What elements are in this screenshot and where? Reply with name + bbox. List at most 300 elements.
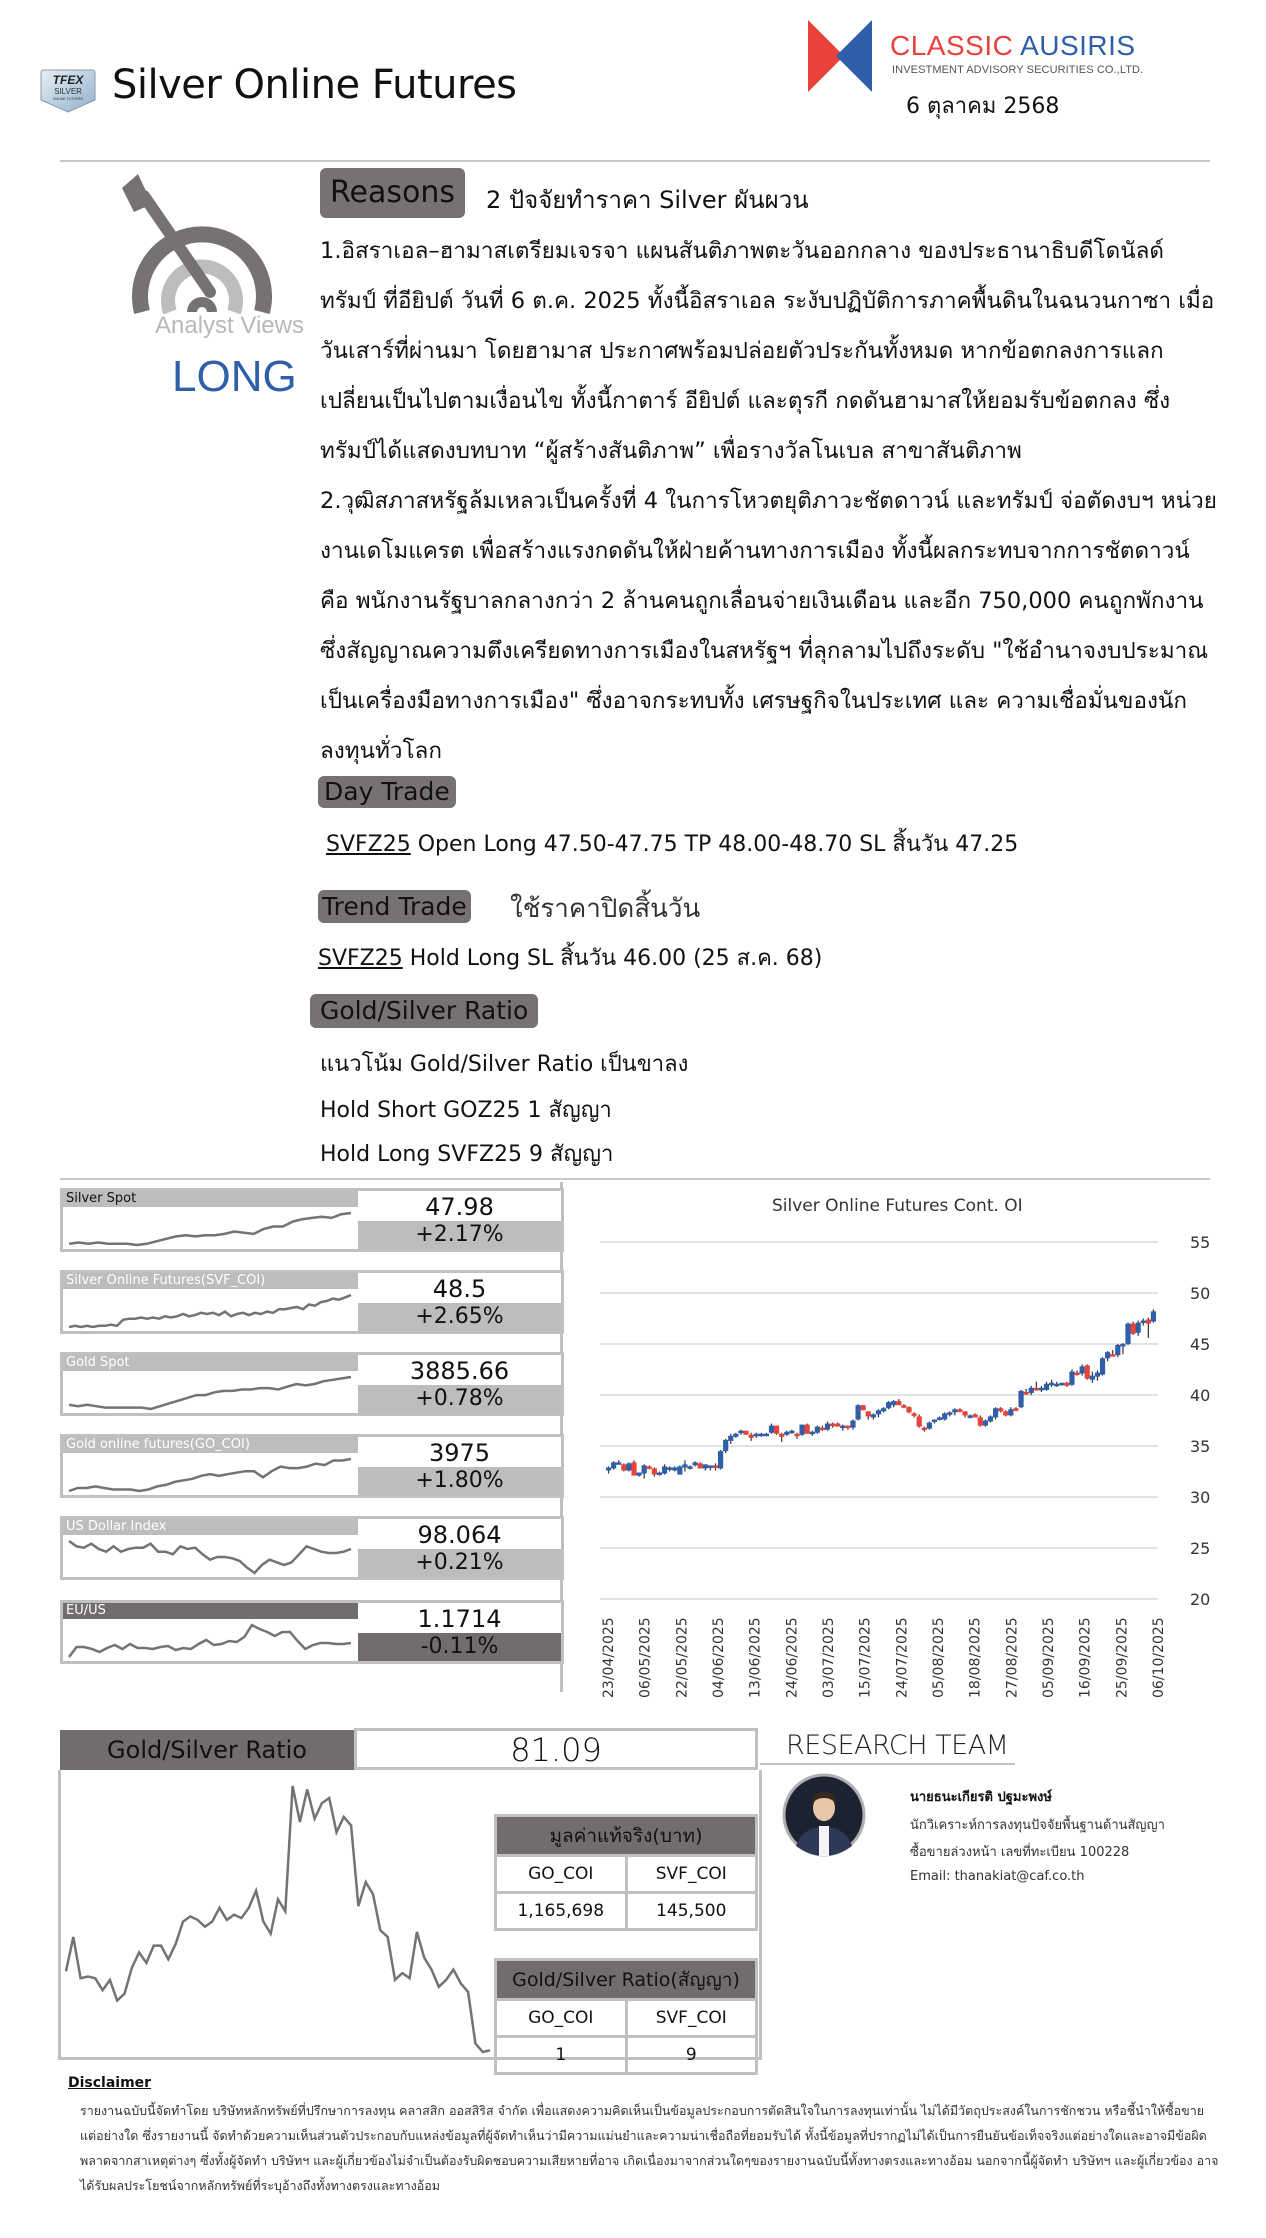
- candle-body: [937, 1417, 942, 1420]
- divider: [760, 1763, 1015, 1765]
- candle: [1069, 1370, 1074, 1386]
- candle-body: [845, 1426, 850, 1429]
- candle: [1029, 1386, 1034, 1395]
- company-name: [890, 30, 1136, 62]
- candle-body: [769, 1426, 774, 1433]
- candle-body: [983, 1421, 988, 1426]
- analyst-email[interactable]: Email: thanakiat@caf.co.th: [910, 1869, 1085, 1884]
- candle-body: [1069, 1372, 1074, 1385]
- gsr-short-line: Hold Short GOZ25 1 สัญญา: [320, 1098, 612, 1123]
- col-header-go-coi: GO_COI: [496, 2000, 627, 2037]
- candle-body: [952, 1409, 957, 1412]
- candle: [1090, 1372, 1095, 1383]
- candle-body: [968, 1415, 973, 1418]
- candle: [962, 1411, 967, 1417]
- document-title: Silver Online Futures: [112, 62, 517, 108]
- trend-trade-text: Hold Long SL สิ้นวัน 46.00 (25 ส.ค. 68): [402, 946, 823, 971]
- analyst-license: ซื้อขายล่วงหน้า เลขที่ทะเบียน 100228: [910, 1845, 1130, 1860]
- ticker-sparkline: [63, 1535, 358, 1577]
- ticker-card: [60, 1352, 564, 1416]
- candle: [784, 1431, 789, 1436]
- candle-body: [743, 1431, 748, 1435]
- candle: [896, 1399, 901, 1405]
- candle-body: [1110, 1354, 1115, 1357]
- candle: [968, 1414, 973, 1418]
- candle-body: [672, 1467, 677, 1470]
- ticker-card: [60, 1188, 564, 1252]
- candle-body: [677, 1466, 682, 1474]
- intrinsic-value-title: มูลค่าแท้จริง(บาท): [496, 1816, 757, 1856]
- candle-body: [1018, 1391, 1023, 1407]
- candle-body: [840, 1426, 845, 1429]
- ticker-sparkline: [63, 1453, 358, 1495]
- candlestick-chart-title: Silver Online Futures Cont. OI: [772, 1196, 1023, 1216]
- x-tick-label: 27/08/2025: [1004, 1617, 1021, 1698]
- candle-body: [1130, 1324, 1135, 1334]
- x-tick-label: 04/06/2025: [711, 1617, 727, 1698]
- company-name-part1: CLASSIC: [890, 30, 1014, 61]
- candle-body: [912, 1413, 917, 1416]
- candle-body: [988, 1416, 993, 1421]
- candle: [906, 1406, 911, 1413]
- candle: [983, 1419, 988, 1426]
- ticker-sparkline: [63, 1371, 358, 1413]
- candle-body: [962, 1411, 967, 1415]
- candle: [667, 1466, 672, 1471]
- candle: [937, 1416, 942, 1420]
- trend-trade-note: ใช้ราคาปิดสิ้นวัน: [510, 894, 701, 924]
- y-tick-label: 45: [1190, 1335, 1211, 1354]
- reasons-body: [320, 226, 1220, 776]
- candle: [1100, 1357, 1105, 1375]
- candle-body: [998, 1408, 1003, 1411]
- ticker-value: 1.1714: [358, 1603, 561, 1633]
- ticker-change: +2.65%: [358, 1303, 561, 1331]
- candle: [952, 1408, 957, 1415]
- candle-body: [723, 1440, 728, 1451]
- candle: [1130, 1322, 1135, 1335]
- candle-body: [1064, 1383, 1069, 1386]
- x-tick-label: 24/06/2025: [784, 1617, 801, 1698]
- candle-body: [1080, 1366, 1085, 1373]
- candle: [840, 1425, 845, 1431]
- trend-trade-symbol[interactable]: SVFZ25: [318, 946, 403, 971]
- candle-body: [703, 1464, 708, 1468]
- x-tick-label: 24/07/2025: [894, 1617, 911, 1698]
- report-date: 6 ตุลาคม 2568: [906, 94, 1060, 119]
- candle-body: [667, 1467, 672, 1470]
- candle: [698, 1462, 703, 1468]
- candle-body: [693, 1462, 698, 1465]
- y-tick-label: 55: [1190, 1233, 1211, 1252]
- candle-body: [1141, 1321, 1146, 1324]
- sparkline-path: [69, 1377, 351, 1409]
- candle: [1085, 1364, 1090, 1379]
- intrinsic-value-table: [494, 1814, 758, 1931]
- candle-body: [957, 1409, 962, 1412]
- candle-body: [810, 1432, 815, 1435]
- day-trade-symbol[interactable]: SVFZ25: [326, 832, 411, 857]
- candle: [611, 1461, 616, 1469]
- candle: [805, 1424, 810, 1434]
- candle-body: [973, 1414, 978, 1417]
- candle: [891, 1400, 896, 1407]
- ticker-card: [60, 1434, 564, 1498]
- candle: [871, 1413, 876, 1419]
- candle: [682, 1460, 687, 1471]
- candle: [764, 1433, 769, 1437]
- contract-ratio-table: [494, 1958, 758, 2075]
- candle: [917, 1414, 922, 1427]
- col-header-go-coi: GO_COI: [496, 1856, 627, 1893]
- candle: [769, 1424, 774, 1434]
- sparkline-path: [69, 1625, 351, 1657]
- candle-body: [855, 1405, 860, 1419]
- classic-ausiris-logo-icon: [808, 20, 880, 92]
- y-tick-label: 25: [1190, 1539, 1211, 1558]
- candle-body: [789, 1431, 794, 1434]
- ticker-value: 98.064: [358, 1519, 561, 1549]
- candle-body: [1003, 1411, 1008, 1415]
- candle-body: [637, 1473, 642, 1476]
- divider: [60, 160, 1210, 162]
- reasons-tag: Reasons: [320, 168, 465, 218]
- candle: [738, 1430, 743, 1435]
- candle: [708, 1465, 713, 1470]
- x-tick-label: 25/09/2025: [1114, 1617, 1131, 1698]
- candle: [861, 1405, 866, 1410]
- candle-body: [1029, 1388, 1034, 1393]
- candle: [1018, 1390, 1023, 1408]
- candle-body: [606, 1467, 611, 1470]
- ticker-value: 3885.66: [358, 1355, 561, 1385]
- candle-body: [1105, 1352, 1110, 1358]
- disclaimer-text: รายงานฉบับนี้จัดทำโดย บริษัทหลักทรัพย์ที่ปรึกษาการลงทุน คลาสสิก ออสสิริส จำกัด เพื่อแสดงความคิดเห็นเป็นข้อมูลประกอบการตัดสินใจในการลงทุนเท่านั้น ไม่ได้มีวัตถุประสงค์ในการชักชวน หรือชี้นำให้ซื้อขายแต่อย่างใด ซึ่งรายงานนี้ จัดทำด้วยความเห็นส่วนตัวประกอบกับแหล่งข้อมูลที่ผู้จัดทำเห็นว่ามีความแม่นยำและความน่าเชื่อถือที่ยอมรับได้ ทั้งนี้ข้อมูลที่ปรากฏไม่ได้เป็นการยืนยันข้อเท็จจริงแต่อย่างใดและอาจมีข้อผิดพลาดจากสาเหตุต่างๆ ซึ่งทั้งผู้จัดทำ บริษัทฯ และผู้เกี่ยวข้องไม่จำเป็นต้องรับผิดชอบความเสียหายที่อาจ เกิดเนื่องมาจากส่วนใดๆของรายงานฉบับนี้ทั้งทางตรงและทางอ้อม นอกจากนี้ผู้จัดทำ บริษัทฯ และผู้เกี่ยวข้อง อาจได้รับผลประโยชน์จากหลักทรัพย์ที่ระบุอ้างถึงทั้งทางตรงและทางอ้อม: [80, 2103, 1219, 2193]
- candle: [927, 1422, 932, 1430]
- sparkline-path: [69, 1295, 351, 1327]
- candle-body: [942, 1413, 947, 1419]
- candle: [835, 1423, 840, 1427]
- candle-body: [779, 1434, 784, 1437]
- x-tick-label: 23/04/2025: [601, 1617, 617, 1698]
- candle-body: [825, 1424, 830, 1430]
- x-tick-label: 06/05/2025: [637, 1617, 654, 1698]
- candle: [1034, 1382, 1039, 1391]
- candle-body: [708, 1465, 713, 1468]
- candle-body: [657, 1473, 662, 1476]
- ticker-change: -0.11%: [358, 1633, 561, 1661]
- candle: [1024, 1389, 1029, 1395]
- candle-body: [749, 1435, 754, 1438]
- candle: [693, 1461, 698, 1466]
- candle-body: [947, 1412, 952, 1415]
- ticker-label: Silver Online Futures(SVF_COI): [63, 1273, 358, 1289]
- candle-body: [876, 1410, 881, 1414]
- disclaimer-title: Disclaimer: [68, 2075, 152, 2091]
- ticker-label: Gold Spot: [63, 1355, 358, 1371]
- candle: [723, 1439, 728, 1453]
- ticker-label: EU/US: [63, 1603, 358, 1619]
- gold-silver-ratio-line-chart: [62, 1770, 492, 2060]
- candle-body: [1024, 1392, 1029, 1395]
- candle-body: [799, 1425, 804, 1435]
- candle-body: [616, 1462, 621, 1465]
- ticker-sparkline: [63, 1289, 358, 1331]
- candle: [973, 1413, 978, 1417]
- candle: [901, 1404, 906, 1408]
- candle-body: [738, 1431, 743, 1434]
- candle: [718, 1450, 723, 1469]
- candle-body: [733, 1434, 738, 1437]
- candle: [932, 1419, 937, 1423]
- candle-body: [917, 1416, 922, 1426]
- y-tick-label: 35: [1190, 1437, 1211, 1456]
- candle-body: [621, 1464, 626, 1470]
- candle-body: [1090, 1376, 1095, 1380]
- candle: [815, 1426, 820, 1434]
- candle-body: [754, 1434, 759, 1437]
- candle-body: [1085, 1365, 1090, 1378]
- ticker-label: Gold online futures(GO_COI): [63, 1437, 358, 1453]
- candle-body: [662, 1466, 667, 1473]
- x-tick-label: 03/07/2025: [821, 1617, 837, 1698]
- candle: [957, 1408, 962, 1412]
- tfex-logo-silver: SILVER: [54, 87, 82, 96]
- candle-body: [861, 1405, 866, 1410]
- candle-body: [759, 1434, 764, 1437]
- candle-body: [764, 1434, 769, 1437]
- candle: [621, 1463, 626, 1471]
- candle-body: [1054, 1384, 1059, 1387]
- candle-body: [871, 1414, 876, 1417]
- candle: [754, 1433, 759, 1438]
- candle: [1003, 1410, 1008, 1416]
- candle: [1054, 1382, 1059, 1387]
- candle-body: [932, 1419, 937, 1422]
- candle: [677, 1465, 682, 1474]
- candle-body: [631, 1462, 636, 1475]
- candle: [733, 1433, 738, 1438]
- candle-body: [774, 1426, 779, 1434]
- company-name-part2: AUSIRIS: [1020, 30, 1136, 61]
- tfex-logo-sub: ONLINE FUTURES: [52, 97, 84, 101]
- sparkline-path: [69, 1541, 351, 1573]
- candle-body: [1013, 1408, 1018, 1411]
- candle-body: [687, 1466, 692, 1469]
- ticker-card: [60, 1270, 564, 1334]
- candle: [922, 1427, 927, 1432]
- candle-body: [835, 1424, 840, 1427]
- col-header-svf-coi: SVF_COI: [626, 1856, 757, 1893]
- candle: [713, 1463, 718, 1470]
- candle-body: [642, 1465, 647, 1473]
- candle-body: [922, 1428, 927, 1431]
- candle: [703, 1464, 708, 1470]
- candle: [1125, 1323, 1130, 1345]
- candle: [1074, 1371, 1079, 1376]
- candle-body: [626, 1463, 631, 1470]
- candle: [759, 1433, 764, 1437]
- candle-body: [896, 1401, 901, 1405]
- contracts-go-coi: 1: [496, 2037, 627, 2074]
- candle: [642, 1464, 647, 1478]
- candle-body: [830, 1424, 835, 1427]
- ticker-card: [60, 1516, 564, 1580]
- candle-body: [1039, 1388, 1044, 1391]
- x-tick-label: 15/07/2025: [857, 1617, 874, 1698]
- candle: [749, 1433, 754, 1441]
- candle-body: [682, 1464, 687, 1467]
- candle-body: [1125, 1324, 1130, 1344]
- candle: [1059, 1383, 1064, 1386]
- candle: [1080, 1364, 1085, 1375]
- analyst-views-label: Analyst Views: [155, 312, 304, 339]
- y-tick-label: 40: [1190, 1386, 1211, 1405]
- candle-body: [1136, 1323, 1141, 1333]
- analyst-role: นักวิเคราะห์การลงทุนปัจจัยพื้นฐานด้านสัญญา: [910, 1818, 1165, 1833]
- analyst-view-long: LONG: [172, 352, 297, 401]
- company-subtitle: INVESTMENT ADVISORY SECURITIES CO.,LTD.: [892, 64, 1144, 76]
- gsr-line: [66, 1786, 490, 2052]
- x-tick-label: 05/08/2025: [931, 1617, 947, 1698]
- x-tick-label: 05/09/2025: [1041, 1617, 1057, 1698]
- contract-ratio-title: Gold/Silver Ratio(สัญญา): [496, 1960, 757, 2000]
- analyst-name: นายธนะเกียรติ ปฐมะพงษ์: [910, 1790, 1052, 1805]
- candle-body: [784, 1432, 789, 1435]
- ticker-value: 48.5: [358, 1273, 561, 1303]
- candle-body: [1049, 1383, 1054, 1386]
- candle-body: [886, 1402, 891, 1408]
- gold-silver-ratio-tag: Gold/Silver Ratio: [310, 994, 538, 1028]
- candle-body: [1115, 1345, 1120, 1355]
- candle: [881, 1407, 886, 1412]
- candle-body: [1044, 1384, 1049, 1390]
- candle: [876, 1409, 881, 1417]
- candle: [728, 1434, 733, 1444]
- ticker-value: 47.98: [358, 1191, 561, 1221]
- candle: [1064, 1382, 1069, 1387]
- ticker-change: +1.80%: [358, 1467, 561, 1495]
- sparkline-path: [69, 1459, 351, 1491]
- candle: [626, 1462, 631, 1471]
- candle-body: [611, 1462, 616, 1468]
- day-trade-tag: Day Trade: [318, 776, 456, 808]
- candle-body: [652, 1468, 657, 1474]
- candle: [1110, 1350, 1115, 1357]
- candle: [866, 1411, 871, 1419]
- candle-body: [866, 1411, 871, 1416]
- candle: [1141, 1319, 1146, 1326]
- candle: [647, 1465, 652, 1469]
- candle-body: [1095, 1373, 1100, 1377]
- candle-body: [815, 1427, 820, 1433]
- candle: [631, 1460, 636, 1475]
- candle: [1095, 1371, 1100, 1381]
- candle-body: [698, 1463, 703, 1468]
- candle-body: [1146, 1320, 1151, 1324]
- candle-body: [1120, 1344, 1125, 1347]
- candle-body: [1100, 1358, 1105, 1374]
- reason-paragraph-1: 1.อิสราเอล–ฮามาสเตรียมเจรจา แผนสันติภาพตะวันออกกลาง ของประธานาธิบดีโดนัลด์ ทรัมป์ ที่อียิปต์ วันที่ 6 ต.ค. 2025 ทั้งนี้อิสราเอล ระงับปฏิบัติการภาคพื้นดินในฉนวนกาซา เมื่อวันเสาร์ที่ผ่านมา โดยฮามาส ประกาศพร้อมปล่อยตัวประกันทั้งหมด หากข้อตกลงการแลกเปลี่ยนเป็นไปตามเงื่อนไข ทั้งนี้กาตาร์ อียิปต์ และตุรกี กดดันฮามาสให้ยอมรับข้อตกลง ซึ่งทรัมป์ได้แสดงบทบาท “ผู้สร้างสันติภาพ” เพื่อรางวัลโนเบล สาขาสันติภาพ: [320, 238, 1215, 464]
- candle: [978, 1415, 983, 1426]
- candle: [606, 1466, 611, 1473]
- candle: [799, 1425, 804, 1436]
- candle: [912, 1412, 917, 1417]
- candle-body: [794, 1434, 799, 1437]
- candle: [1105, 1351, 1110, 1361]
- candle-body: [805, 1425, 810, 1434]
- tfex-silver-logo: [40, 68, 96, 114]
- x-tick-label: 18/08/2025: [967, 1617, 984, 1698]
- silver-candlestick-chart: [590, 1220, 1230, 1700]
- value-svf-coi: 145,500: [626, 1893, 757, 1930]
- candle: [1044, 1382, 1049, 1391]
- candle-body: [1008, 1409, 1013, 1415]
- trend-trade-tag: Trend Trade: [318, 890, 471, 923]
- candle-body: [1074, 1373, 1079, 1376]
- candle-body: [1059, 1383, 1064, 1386]
- x-tick-label: 16/09/2025: [1077, 1617, 1094, 1698]
- candle: [1136, 1321, 1141, 1336]
- trend-trade-recommendation: [318, 940, 822, 975]
- tfex-logo-text: TFEX: [52, 73, 84, 87]
- gsr-long-line: Hold Long SVFZ25 9 สัญญา: [320, 1142, 614, 1167]
- candle: [687, 1465, 692, 1469]
- candle: [845, 1426, 850, 1430]
- candle-body: [927, 1423, 932, 1429]
- candle-body: [1034, 1388, 1039, 1391]
- ticker-card: [60, 1600, 564, 1664]
- candle-body: [728, 1436, 733, 1441]
- ticker-value: 3975: [358, 1437, 561, 1467]
- target-dart-icon: [112, 172, 272, 318]
- candle: [942, 1412, 947, 1420]
- analyst-avatar: [782, 1770, 866, 1860]
- x-tick-label: 22/05/2025: [674, 1617, 691, 1698]
- y-tick-label: 50: [1190, 1284, 1211, 1303]
- candle: [825, 1422, 830, 1431]
- ticker-sparkline: [63, 1619, 358, 1661]
- day-trade-text: Open Long 47.50-47.75 TP 48.00-48.70 SL สิ้นวัน 47.25: [410, 832, 1019, 857]
- candle: [794, 1433, 799, 1439]
- candle: [652, 1467, 657, 1476]
- candle: [1049, 1380, 1054, 1387]
- research-team-title: RESEARCH TEAM: [786, 1730, 1009, 1761]
- candle: [886, 1401, 891, 1409]
- contracts-svf-coi: 9: [626, 2037, 757, 2074]
- candle: [1008, 1407, 1013, 1416]
- candle: [1146, 1317, 1151, 1337]
- candle: [789, 1430, 794, 1434]
- candle: [820, 1426, 825, 1431]
- candle: [998, 1407, 1003, 1412]
- candle-body: [891, 1401, 896, 1405]
- x-tick-label: 13/06/2025: [747, 1617, 764, 1698]
- reason-paragraph-2: 2.วุฒิสภาสหรัฐล้มเหลวเป็นครั้งที่ 4 ในการโหวตยุติภาวะชัตดาวน์ และทรัมป์ จ่อตัดงบฯ หน่วยงานเดโมแครต เพื่อสร้างแรงกดดันให้ฝ่ายค้านทางการเมือง ทั้งนี้ผลกระทบจากการชัตดาวน์ คือ พนักงานรัฐบาลกลางกว่า 2 ล้านคนถูกเลื่อนจ่ายเงินเดือน และอีก 750,000 คนถูกพักงาน ซึ่งสัญญาณความตึงเครียดทางการเมืองในสหรัฐฯ ที่ลุกลามไปถึงระดับ "ใช้อำนาจงบประมาณเป็นเครื่องมือทางการเมือง" ซึ่งอาจกระทบทั้ง เศรษฐกิจในประเทศ และ ความเชื่อมั่นของนักลงทุนทั่วโลก: [320, 488, 1217, 764]
- candle: [855, 1404, 860, 1420]
- gsr-box-label: Gold/Silver Ratio: [60, 1730, 354, 1770]
- candle-body: [647, 1466, 652, 1469]
- candle-body: [820, 1428, 825, 1431]
- gsr-box-value: 81.09: [354, 1728, 758, 1770]
- candle-body: [1151, 1311, 1156, 1321]
- ticker-change: +0.21%: [358, 1549, 561, 1577]
- candle: [743, 1431, 748, 1435]
- candle: [1013, 1407, 1018, 1411]
- candle-body: [850, 1421, 855, 1428]
- candle-body: [901, 1405, 906, 1408]
- candle: [662, 1464, 667, 1474]
